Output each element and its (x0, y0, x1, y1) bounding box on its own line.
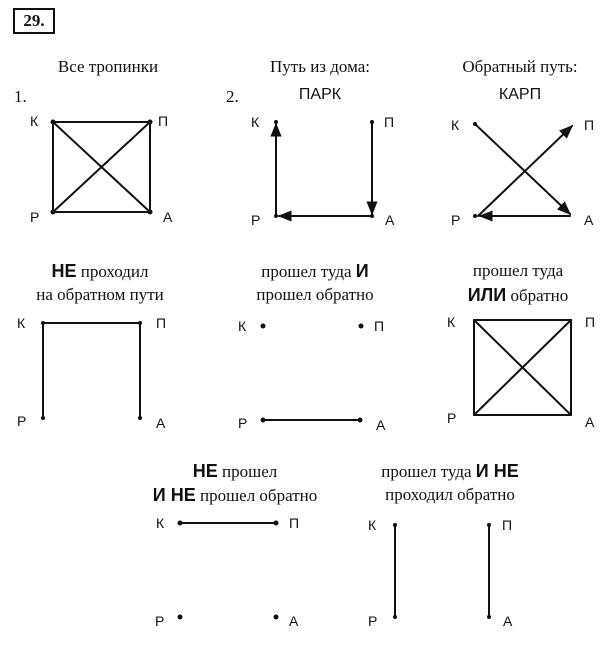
d7-caption-line2: И НЕ прошел обратно (152, 485, 318, 505)
diagram-3-return-path (475, 124, 572, 216)
d4-label-r: Р (17, 413, 27, 429)
diagram-4-not-on-return (43, 323, 140, 418)
d4-caption-line1: НЕ проходил (51, 261, 149, 281)
d2-label-r: Р (251, 212, 261, 228)
d1-title: Все тропинки (57, 57, 159, 76)
d5-label-r: Р (238, 415, 248, 431)
d3-word: КАРП (498, 86, 542, 103)
d1-number: 1. (14, 87, 27, 106)
d3-label-k: К (451, 117, 460, 133)
d8-label-a: А (503, 613, 513, 629)
d1-label-p: П (158, 113, 169, 129)
d5-caption-line2: прошел обратно (256, 285, 374, 304)
d3-label-r: Р (451, 212, 461, 228)
diagram-2-path-from-home (276, 122, 372, 216)
d6-label-r: Р (447, 410, 457, 426)
problem-number: 29. (13, 8, 55, 34)
d2-word: ПАРК (298, 86, 342, 103)
d7-caption-line1: НЕ прошел (192, 461, 278, 481)
d8-caption-line1: прошел туда И НЕ (381, 461, 519, 481)
d6-label-k: К (447, 314, 456, 330)
d6-label-a: А (585, 414, 595, 430)
d1-label-r: Р (30, 209, 40, 225)
d6-caption-line1: прошел туда (472, 261, 564, 280)
d2-label-a: А (385, 212, 395, 228)
d2-number: 2. (226, 87, 239, 106)
d7-label-r: Р (155, 613, 165, 629)
diagram-6-there-or-back (474, 320, 571, 415)
d4-caption-line2: на обратном пути (36, 285, 164, 304)
d7-label-k: К (156, 515, 165, 531)
d7-label-a: А (289, 613, 299, 629)
d4-label-p: П (156, 315, 167, 331)
d5-label-a: А (376, 417, 386, 433)
d4-label-k: К (17, 315, 26, 331)
d1-label-k: К (30, 113, 39, 129)
d7-label-p: П (289, 515, 300, 531)
diagram-8-there-not-back (395, 525, 489, 617)
d8-label-p: П (502, 517, 513, 533)
d5-label-p: П (374, 318, 385, 334)
d5-label-k: К (238, 318, 247, 334)
d6-label-p: П (585, 314, 596, 330)
d2-label-k: К (251, 114, 260, 130)
d2-title: Путь из дома: (269, 57, 370, 76)
d3-label-p: П (584, 117, 595, 133)
d8-caption-line2: проходил обратно (385, 485, 515, 504)
d4-label-a: А (156, 415, 166, 431)
d8-label-k: К (368, 517, 377, 533)
d2-label-p: П (384, 114, 395, 130)
d3-label-a: А (584, 212, 594, 228)
diagram-1-all-paths (53, 122, 150, 212)
d6-caption-line2: ИЛИ обратно (467, 285, 569, 305)
d8-label-r: Р (368, 613, 378, 629)
d1-label-a: А (163, 209, 173, 225)
d5-caption-line1: прошел туда И (261, 261, 369, 281)
d3-title: Обратный путь: (462, 57, 578, 76)
